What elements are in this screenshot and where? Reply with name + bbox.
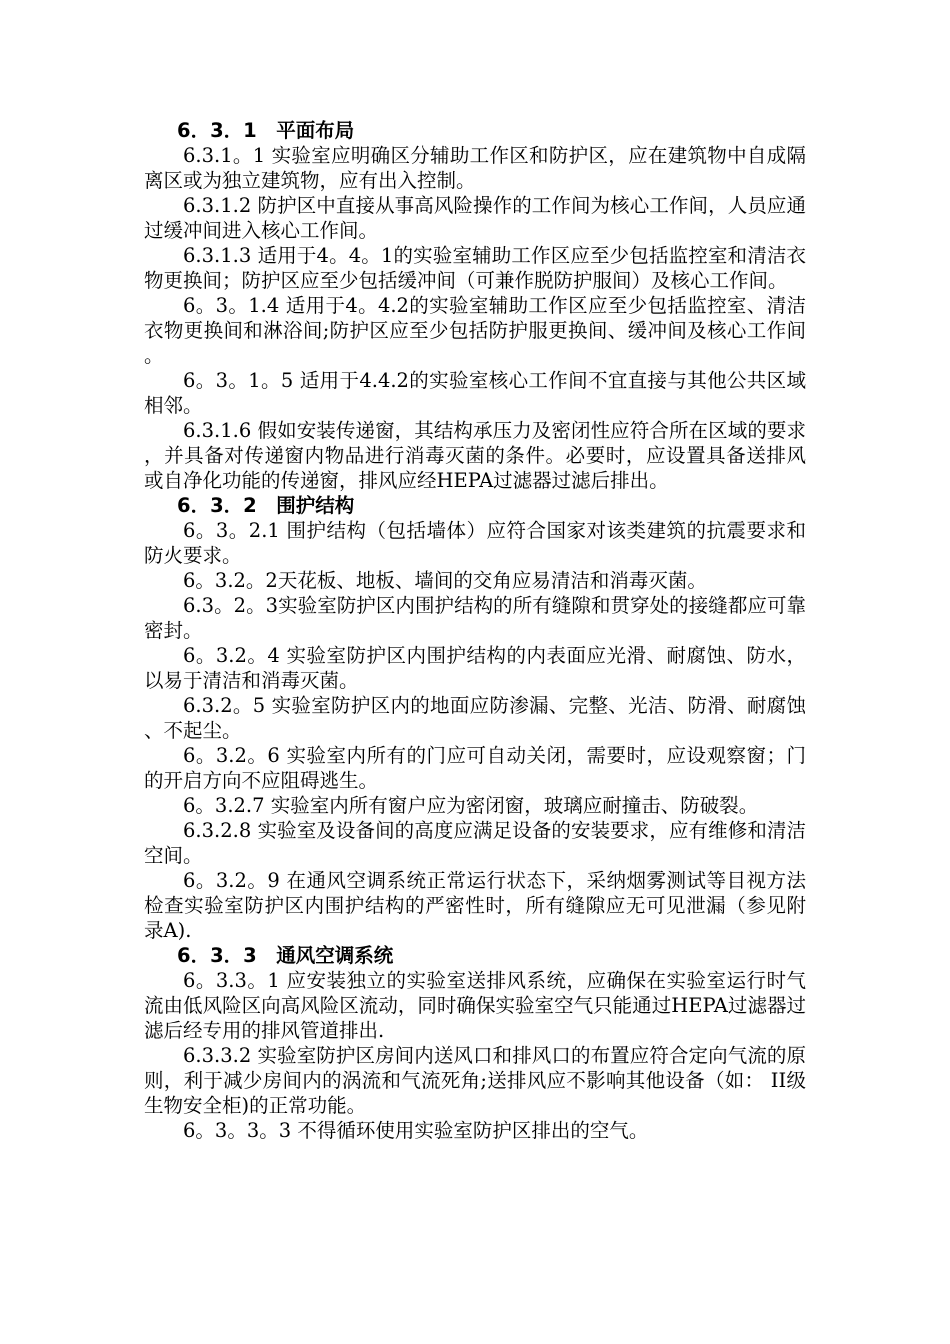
clause-6-3-2-9: 6。3.2。9 在通风空调系统正常运行状态下，采纳烟雾测试等目视方法检查实验室防护区内围护结构的严密性时，所有缝隙应无可见泄漏（参见附录A).	[144, 869, 806, 942]
document-page	[144, 118, 806, 1143]
clause-6-3-2-2: 6。3.2。2天花板、地板、墙间的交角应易清洁和消毒灭菌。	[183, 569, 707, 592]
clause-6-3-2-3: 6.3。2。3实验室防护区内围护结构的所有缝隙和贯穿处的接缝都应可靠密封。	[144, 594, 806, 642]
clause-6-3-3-2: 6.3.3.2 实验室防护区房间内送风口和排风口的布置应符合定向气流的原则，利于减少房间内的涡流和气流死角;送排风应不影响其他设备（如： II级生物安全柜)的正常功能。	[144, 1044, 806, 1117]
section-heading-6-3-2: 6．3．2 围护结构	[177, 494, 355, 517]
clause-6-3-1-5: 6。3。1。5 适用于4.4.2的实验室核心工作间不宜直接与其他公共区域相邻。	[144, 369, 806, 417]
clause-6-3-1-2: 6.3.1.2 防护区中直接从事高风险操作的工作间为核心工作间，人员应通过缓冲间进入核心工作间。	[144, 194, 806, 242]
clause-6-3-3-3: 6。3。3。3 不得循环使用实验室防护区排出的空气。	[183, 1119, 649, 1142]
section-heading-6-3-3: 6．3．3 通风空调系统	[177, 944, 394, 967]
clause-6-3-2-1: 6。3。2.1 围护结构（包括墙体）应符合国家对该类建筑的抗震要求和防火要求。	[144, 519, 806, 567]
section-heading-6-3-1: 6．3．1 平面布局	[177, 119, 355, 142]
clause-6-3-2-4: 6。3.2。4 实验室防护区内围护结构的内表面应光滑、耐腐蚀、防水，以易于清洁和消毒灭菌。	[144, 644, 806, 692]
clause-6-3-2-6: 6。3.2。6 实验室内所有的门应可自动关闭，需要时，应设观察窗；门的开启方向不应阻碍逃生。	[144, 744, 806, 792]
clause-6-3-1-6: 6.3.1.6 假如安装传递窗，其结构承压力及密闭性应符合所在区域的要求，并具备对传递窗内物品进行消毒灭菌的条件。必要时，应设置具备送排风或自净化功能的传递窗，排风应经HEPA过滤器过滤后排出。	[144, 419, 806, 492]
clause-6-3-2-7: 6。3.2.7 实验室内所有窗户应为密闭窗，玻璃应耐撞击、防破裂。	[183, 794, 759, 817]
clause-6-3-1-3: 6.3.1.3 适用于4。4。1的实验室辅助工作区应至少包括监控室和清洁衣物更换间；防护区应至少包括缓冲间（可兼作脱防护服间）及核心工作间。	[144, 244, 806, 292]
clause-6-3-2-5: 6.3.2。5 实验室防护区内的地面应防渗漏、完整、光洁、防滑、耐腐蚀、不起尘。	[144, 694, 806, 742]
clause-6-3-1-1: 6.3.1。1 实验室应明确区分辅助工作区和防护区，应在建筑物中自成隔离区或为独立建筑物，应有出入控制。	[144, 144, 806, 192]
clause-6-3-2-8: 6.3.2.8 实验室及设备间的高度应满足设备的安装要求，应有维修和清洁空间。	[144, 819, 806, 867]
clause-6-3-3-1: 6。3.3。1 应安装独立的实验室送排风系统，应确保在实验室运行时气流由低风险区向高风险区流动，同时确保实验室空气只能通过HEPA过滤器过滤后经专用的排风管道排出.	[144, 969, 806, 1042]
clause-6-3-1-4: 6。3。1.4 适用于4。4.2的实验室辅助工作区应至少包括监控室、清洁衣物更换间和淋浴间;防护区应至少包括防护服更换间、缓冲间及核心工作间。	[144, 294, 806, 367]
